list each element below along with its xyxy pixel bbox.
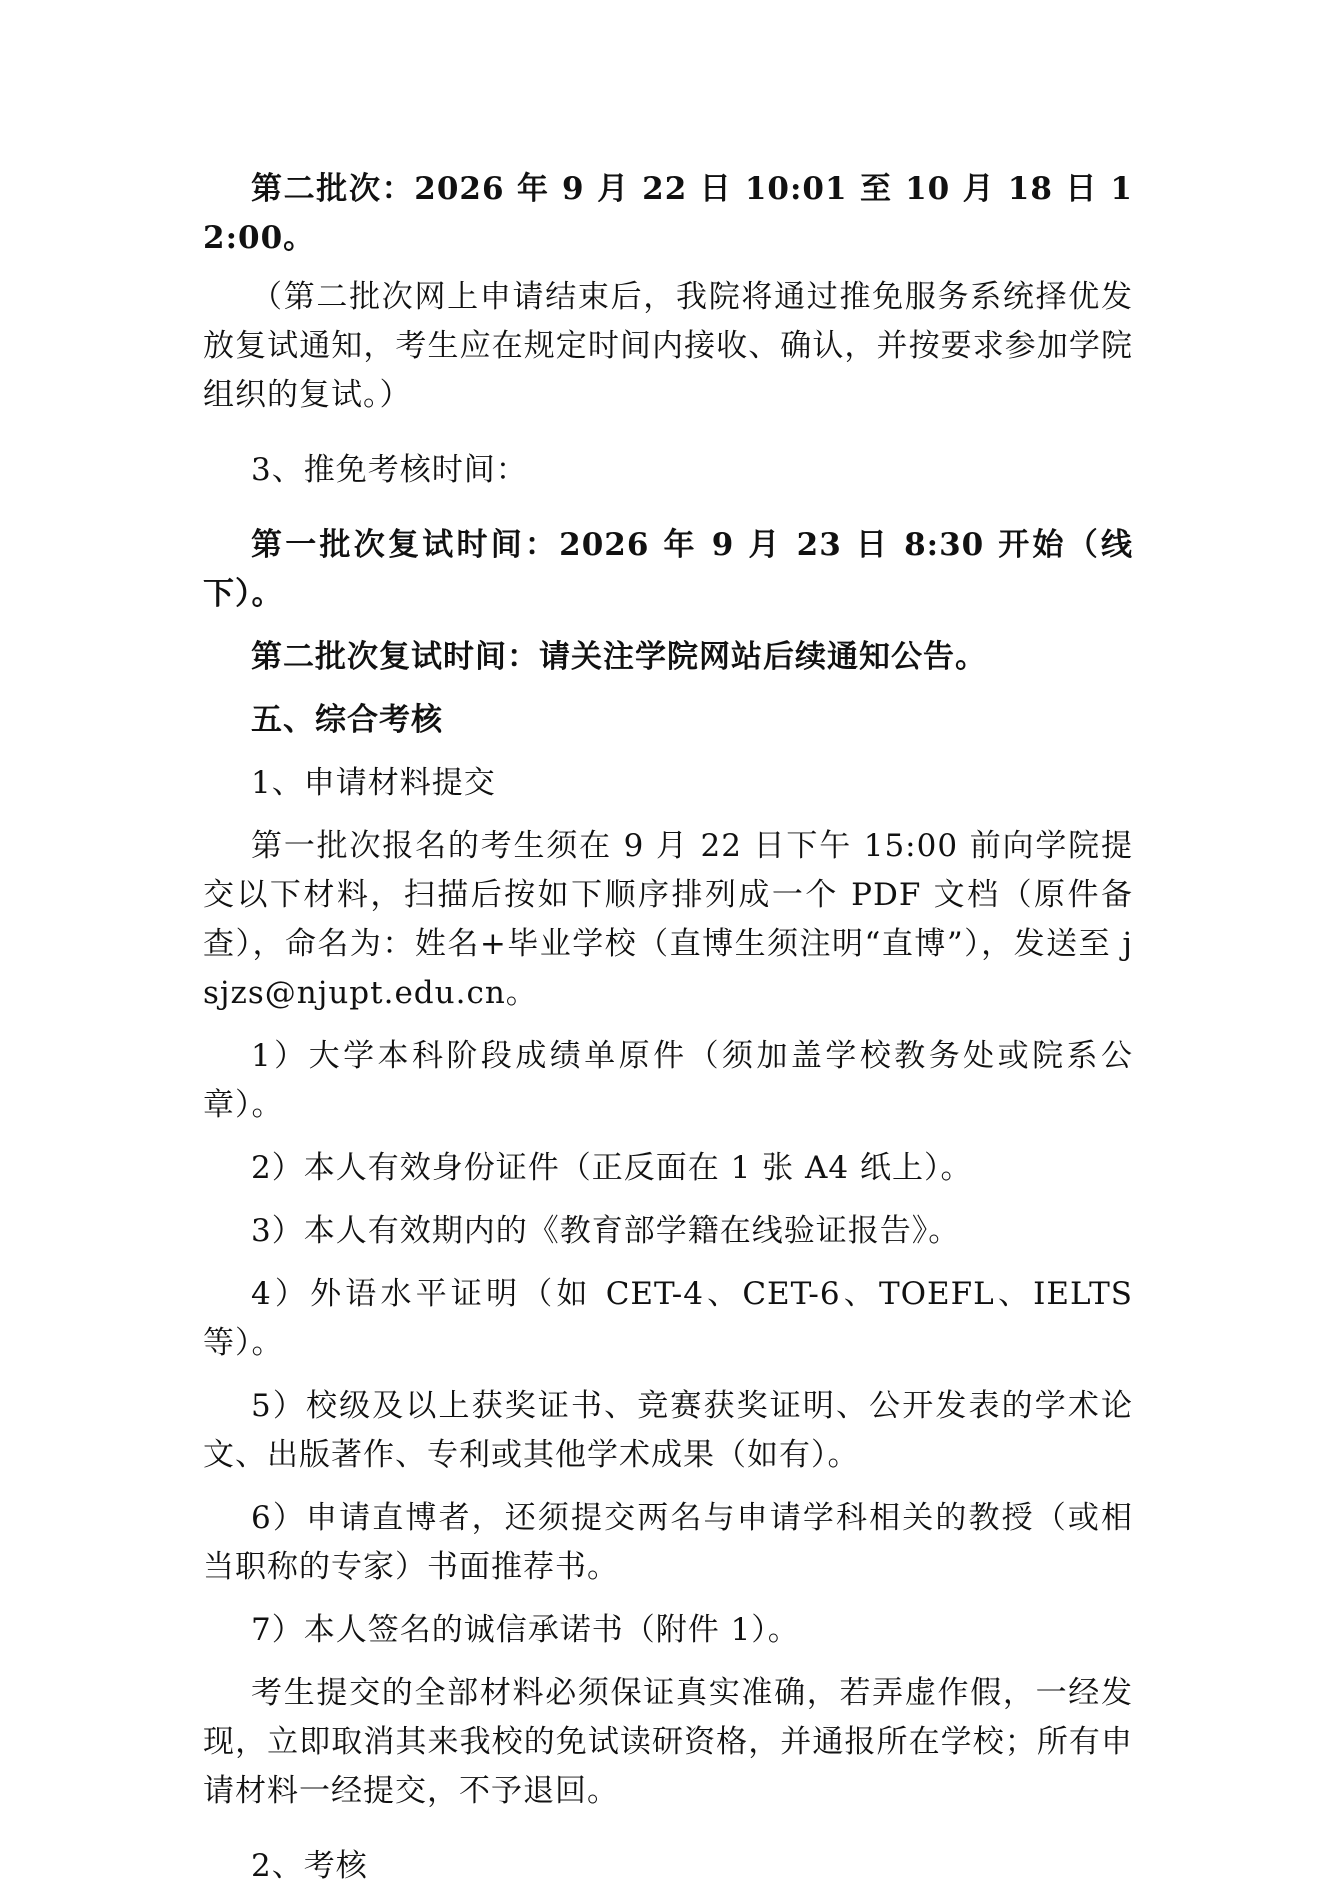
second-batch-retest-time: 第二批次复试时间：请关注学院网站后续通知公告。 [251, 639, 987, 675]
list-item-enrollment-report: 3）本人有效期内的《教育部学籍在线验证报告》。 [251, 1213, 961, 1249]
list-item-language-proof: 4）外语水平证明（如 CET-4、CET-6、TOEFL、IELTS 等）。 [203, 1276, 1133, 1361]
list-item-awards: 5）校级及以上获奖证书、竞赛获奖证明、公开发表的学术论文、出版著作、专利或其他学术成果（如有）。 [203, 1388, 1133, 1473]
first-batch-retest-time: 第一批次复试时间：2026 年 9 月 23 日 8:30 开始（线下）。 [203, 527, 1133, 612]
subheading-assessment: 2、考核 [251, 1848, 368, 1884]
section-heading-comprehensive-assessment: 五、综合考核 [251, 702, 443, 738]
exam-time-heading: 3、推免考核时间： [251, 452, 528, 488]
second-batch-note: （第二批次网上申请结束后，我院将通过推免服务系统择优发放复试通知，考生应在规定时间内接收、确认，并按要求参加学院组织的复试。） [203, 279, 1133, 413]
list-item-id-card: 2）本人有效身份证件（正反面在 1 张 A4 纸上）。 [251, 1150, 973, 1186]
list-item-transcript: 1）大学本科阶段成绩单原件（须加盖学校教务处或院系公章）。 [203, 1038, 1133, 1123]
list-item-integrity-pledge: 7）本人签名的诚信承诺书（附件 1）。 [251, 1612, 800, 1648]
document-body [203, 165, 1133, 1891]
submission-instructions: 第一批次报名的考生须在 9 月 22 日下午 15:00 前向学院提交以下材料，扫描后按如下顺序排列成一个 PDF 文档（原件备查），命名为：姓名+毕业学校（直博生须注明“直博”），发送至 jsjzs@njupt.edu.cn。 [203, 828, 1133, 1011]
list-item-recommendation-letters: 6）申请直博者，还须提交两名与申请学科相关的教授（或相当职称的专家）书面推荐书。 [203, 1500, 1133, 1585]
subheading-material-submission: 1、申请材料提交 [251, 765, 496, 801]
second-batch-application-time: 第二批次：2026 年 9 月 22 日 10:01 至 10 月 18 日 12:00。 [203, 171, 1133, 256]
authenticity-statement: 考生提交的全部材料必须保证真实准确，若弄虚作假，一经发现，立即取消其来我校的免试读研资格，并通报所在学校；所有申请材料一经提交，不予退回。 [203, 1675, 1133, 1809]
